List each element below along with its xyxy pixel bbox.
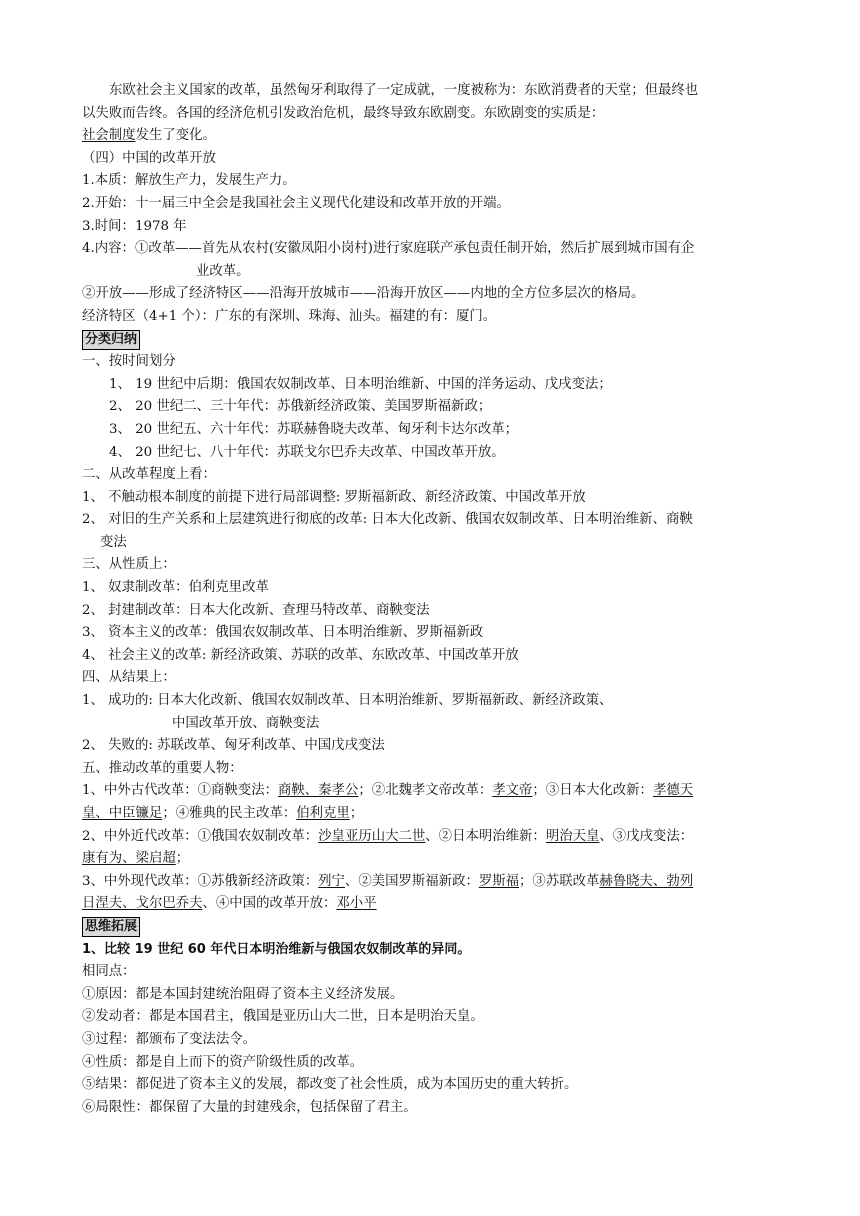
classify-s1-item-4: 4、 20 世纪七、八十年代：苏联戈尔巴乔夫改革、中国改革开放。 <box>109 444 505 460</box>
underlined-answer: 商鞅、秦孝公 <box>278 783 359 799</box>
reformer-text: 、④中国的改革开放： <box>202 896 337 912</box>
reformer-row-2a <box>82 826 797 849</box>
underlined-answer: 列宁 <box>318 873 345 889</box>
underlined-answer: 康有为、梁启超 <box>82 851 176 867</box>
classify-s1-item-2: 2、 20 世纪二、三十年代：苏俄新经济政策、美国罗斯福新政； <box>109 399 492 415</box>
reformer-text: ；③苏联改革 <box>519 873 600 889</box>
china-point-6: 经济特区（4+1 个）：广东的有深圳、珠海、汕头。福建的有：厦门。 <box>82 308 497 324</box>
reformer-text: 、②美国罗斯福新政： <box>344 873 479 889</box>
intro-line-2: 以失败而告终。各国的经济危机引发政治危机，最终导致东欧剧变。东欧剧变的实质是： <box>82 105 605 121</box>
classify-s5-title: 五、推动改革的重要人物： <box>82 760 243 776</box>
classify-s1-item-3: 3、 20 世纪五、六十年代：苏联赫鲁晓夫改革、匈牙利卡达尔改革； <box>109 421 519 437</box>
reformer-row-1b <box>82 803 797 826</box>
reformer-text: 1、中外古代改革：①商鞅变法： <box>82 783 278 799</box>
china-point-4b: 业改革。 <box>196 263 250 279</box>
underlined-answer: 伯利克里 <box>296 806 350 821</box>
classify-s3-item-4: 4、 社会主义的改革: 新经济政策、苏联的改革、东欧改革、中国改革开放 <box>82 647 519 663</box>
expand-same-label: 相同点： <box>82 964 136 980</box>
reformer-text: ； <box>349 806 364 821</box>
section-title-china-reform: （四）中国的改革开放 <box>82 150 216 166</box>
classify-s2-title: 二、从改革程度上看： <box>82 467 216 483</box>
reformer-text: ；②北魏孝文帝改革： <box>358 783 493 799</box>
underlined-answer: 赫鲁晓夫、勃列 <box>599 873 694 889</box>
reformer-text: 、③戊戌变法： <box>599 828 694 844</box>
intro-line-3-rest: 发生了变化。 <box>135 128 216 144</box>
reformer-text: 3、中外现代改革：①苏俄新经济政策： <box>82 873 319 889</box>
reformer-row-3b <box>82 893 797 916</box>
classify-s3-title: 三、从性质上： <box>82 557 176 573</box>
china-point-5: ②开放——形成了经济特区——沿海开放城市——沿海开放区——内地的全方位多层次的格局。 <box>82 286 645 302</box>
underlined-answer: 罗斯福 <box>478 873 520 889</box>
classify-s4-item-1b: 中国改革开放、商鞅变法 <box>172 715 320 731</box>
classify-s1-title: 一、按时间划分 <box>82 354 176 370</box>
expand-point-5: ⑤结果：都促进了资本主义的发展，都改变了社会性质，成为本国历史的重大转折。 <box>82 1077 578 1093</box>
expand-question-1: 1、比较 19 世纪 60 年代日本明治维新与俄国农奴制改革的异同。 <box>82 941 471 957</box>
classify-s2-item-2a: 2、 对旧的生产关系和上层建筑进行彻底的改革: 日本大化改新、俄国农奴制改革、日本明治维新、商鞅 <box>82 512 693 528</box>
underlined-answer: 孝文帝 <box>492 783 533 799</box>
reformer-text: ； <box>175 851 190 867</box>
expand-header: 思维拓展 <box>82 917 140 937</box>
underlined-answer: 明治天皇 <box>545 828 600 844</box>
classify-s1-item-1: 1、 19 世纪中后期：俄国农奴制改革、日本明治维新、中国的洋务运动、戊戌变法； <box>109 376 612 392</box>
underlined-answer: 日涅夫、戈尔巴乔夫 <box>82 896 203 912</box>
reformer-text: 2、中外近代改革：①俄国农奴制改革： <box>82 828 319 844</box>
expand-point-3: ③过程：都颁布了变法法令。 <box>82 1031 257 1047</box>
classify-s3-item-2: 2、 封建制改革：日本大化改新、查理马特改革、商鞅变法 <box>82 602 430 618</box>
china-point-4a: 4.内容：①改革——首先从农村(安徽凤阳小岗村)进行家庭联产承包责任制开始，然后扩展到城市国有企 <box>82 241 695 257</box>
expand-point-1: ①原因：都是本国封建统治阻碍了资本主义经济发展。 <box>82 986 404 1002</box>
document-content <box>82 80 797 1119</box>
china-point-1: 1.本质：解放生产力，发展生产力。 <box>82 173 296 189</box>
underlined-answer: 沙皇亚历山大二世 <box>318 828 426 844</box>
intro-line-1: 东欧社会主义国家的改革，虽然匈牙利取得了一定成就，一度被称为：东欧消费者的天堂；但最终也 <box>109 83 699 98</box>
classify-s4-item-2: 2、 失败的: 苏联改革、匈牙利改革、中国戊戌变法 <box>82 738 385 754</box>
classify-s3-item-3: 3、 资本主义的改革：俄国农奴制改革、日本明治维新、罗斯福新政 <box>82 625 484 641</box>
underlined-answer: 孝德天 <box>652 783 694 799</box>
china-point-2: 2.开始：十一届三中全会是我国社会主义现代化建设和改革开放的开端。 <box>82 195 510 211</box>
reformer-row-1a <box>82 780 797 803</box>
classify-header: 分类归纳 <box>82 330 140 350</box>
expand-point-2: ②发动者：都是本国君主，俄国是亚历山大二世，日本是明治天皇。 <box>82 1009 484 1025</box>
reformer-text: 、②日本明治维新： <box>425 828 546 844</box>
classify-s4-item-1a: 1、 成功的: 日本大化改新、俄国农奴制改革、日本明治维新、罗斯福新政、新经济政策、 <box>82 693 613 709</box>
reformer-row-2b <box>82 848 797 871</box>
china-point-3: 3.时间：1978 年 <box>82 218 187 234</box>
underlined-answer: 社会制度 <box>82 128 136 144</box>
reformer-text: ；④雅典的民主改革： <box>162 806 297 821</box>
classify-header-row <box>82 329 797 352</box>
classify-s3-item-1: 1、 奴隶制改革：伯利克里改革 <box>82 580 269 596</box>
expand-header-row <box>82 916 797 939</box>
expand-point-6: ⑥局限性：都保留了大量的封建残余，包括保留了君主。 <box>82 1099 417 1115</box>
intro-line-3 <box>82 125 797 148</box>
classify-s4-title: 四、从结果上： <box>82 670 176 686</box>
underlined-answer: 皇、中臣镰足 <box>82 806 163 821</box>
expand-point-4: ④性质：都是自上而下的资产阶级性质的改革。 <box>82 1054 364 1070</box>
reformer-row-3a <box>82 871 797 894</box>
reformer-text: ；③日本大化改新： <box>532 783 653 799</box>
classify-s2-item-2b: 变法 <box>100 534 127 550</box>
classify-s2-item-1: 1、 不触动根本制度的前提下进行局部调整: 罗斯福新政、新经济政策、中国改革开放 <box>82 489 586 505</box>
underlined-answer: 邓小平 <box>336 896 377 912</box>
